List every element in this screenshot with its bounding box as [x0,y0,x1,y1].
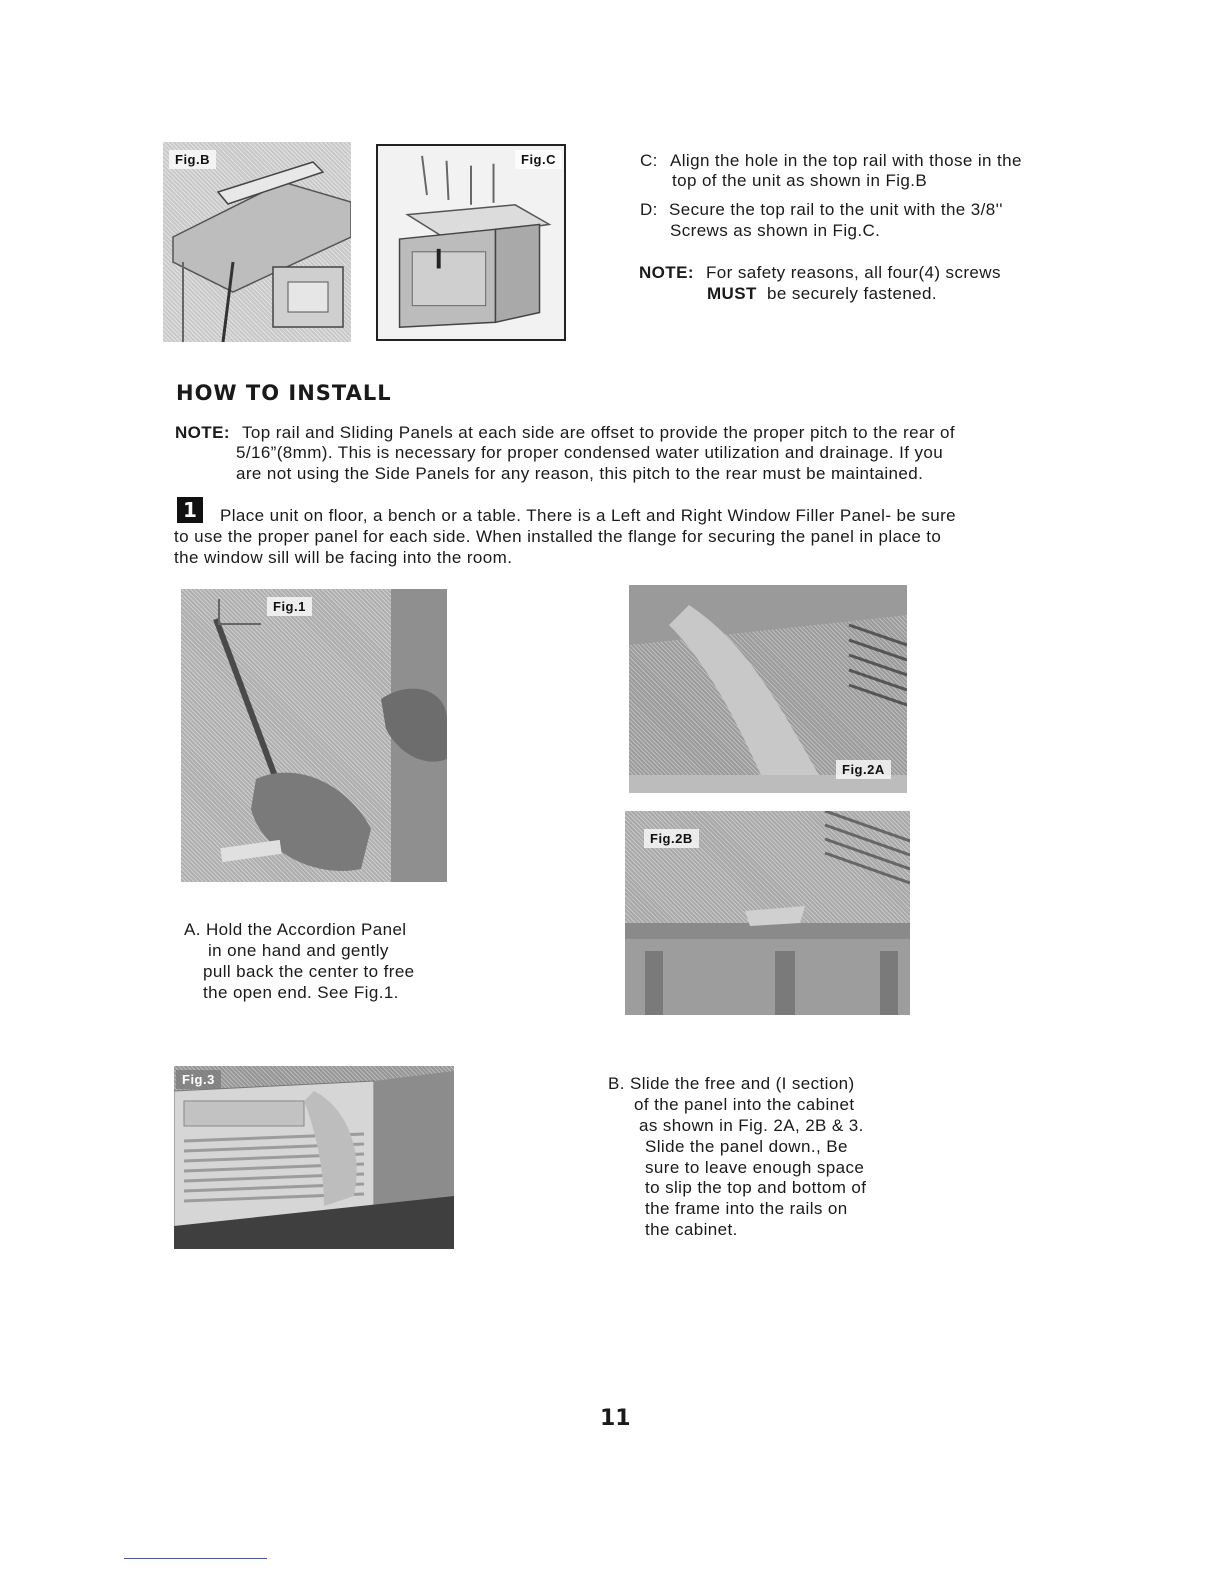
figure-2a-label: Fig.2A [836,760,891,779]
figure-b-image [163,142,351,342]
figure-2a-image [629,585,907,793]
figure-2b-label: Fig.2B [644,829,699,848]
figure-2b-image [625,811,910,1015]
figure-1-drawing [181,589,447,882]
section-heading: HOW TO INSTALL [176,381,392,405]
install-note-line1: Top rail and Sliding Panels at each side are offset to provide the proper pitch to the rear of [242,423,955,442]
step-c-line1: Align the hole in the top rail with those in the [670,151,1022,170]
step-b-line5: sure to leave enough space [645,1158,865,1177]
top-note-line1: For safety reasons, all four(4) screws [706,263,1001,282]
step-d-line2: Screws as shown in Fig.C. [670,221,881,240]
install-note-line3: are not using the Side Panels for any reason, this pitch to the rear must be maintained. [236,464,924,483]
step-c-line2: top of the unit as shown in Fig.B [672,171,928,190]
top-note-must: MUST [707,284,757,303]
step-b-line6: to slip the top and bottom of [645,1178,867,1197]
step-a-line4: the open end. See Fig.1. [203,983,399,1002]
footer-divider [124,1558,267,1559]
step-b-line1: B. Slide the free and (I section) [608,1074,855,1093]
install-note-line2: 5/16”(8mm). This is necessary for proper condensed water utilization and drainage. If you [236,443,944,462]
figure-b-drawing [163,142,351,342]
install-note-label: NOTE: [175,423,230,442]
step-b-line4: Slide the panel down., Be [645,1137,848,1156]
step-b-line2: of the panel into the cabinet [634,1095,855,1114]
step-b-line3: as shown in Fig. 2A, 2B & 3. [639,1116,864,1135]
figure-3-label: Fig.3 [176,1070,221,1089]
step-1-line3: the window sill will be facing into the room. [174,548,513,567]
figure-b-label: Fig.B [169,150,216,169]
step-1-line1: Place unit on floor, a bench or a table. There is a Left and Right Window Filler Panel- be sure [220,506,957,525]
figure-3-image [174,1066,454,1249]
step-a-line3: pull back the center to free [203,962,415,981]
step-d-line1: Secure the top rail to the unit with the 3/8'' [669,200,1003,219]
figure-c-label: Fig.C [515,150,562,169]
step-1-line2: to use the proper panel for each side. When installed the flange for securing the panel in place to [174,527,942,546]
step-a-line1: A. Hold the Accordion Panel [184,920,407,939]
figure-c-drawing [378,146,564,339]
step-b-line7: the frame into the rails on [645,1199,848,1218]
figure-1-label: Fig.1 [267,597,312,616]
step-c-prefix: C: [640,151,658,170]
step-a-line2: in one hand and gently [208,941,389,960]
figure-3-drawing [174,1066,454,1249]
top-note-line2: be securely fastened. [767,284,937,303]
step-b-line8: the cabinet. [645,1220,738,1239]
step-1-badge: 1 [177,497,203,523]
top-note-label: NOTE: [639,263,694,282]
step-d-prefix: D: [640,200,658,219]
figure-1-image [181,589,447,882]
page-number: 11 [600,1406,631,1431]
figure-c-image [376,144,566,341]
